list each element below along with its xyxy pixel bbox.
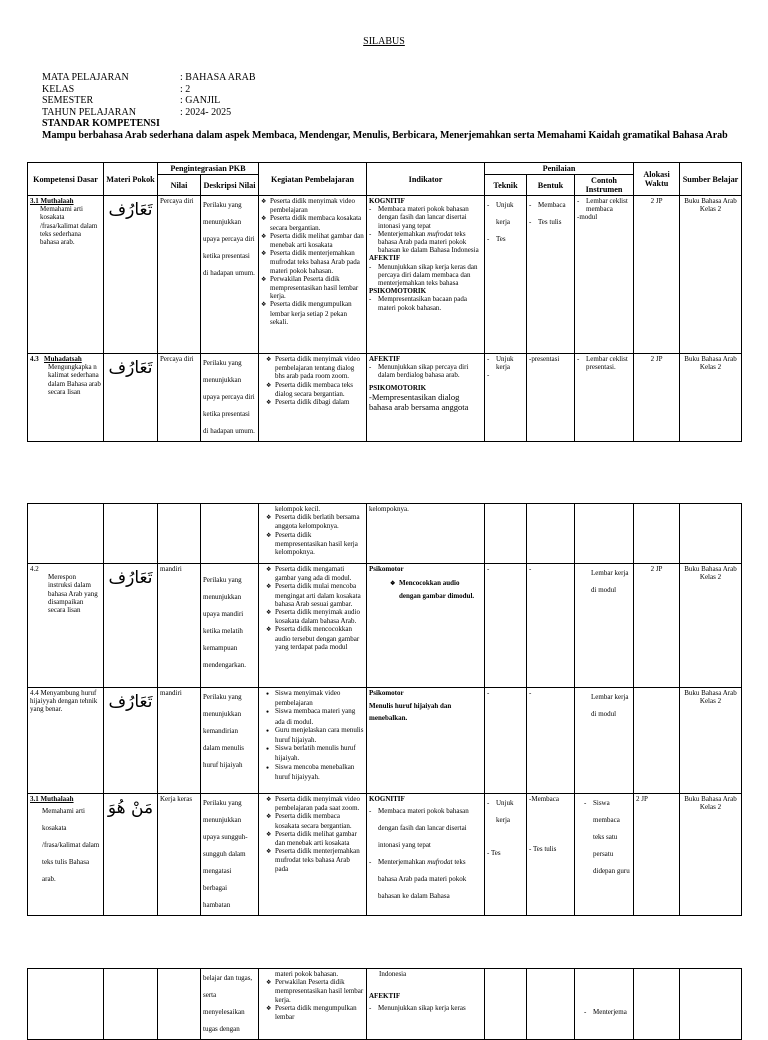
contoh-text: -modul (577, 213, 598, 222)
cell-kd (28, 354, 104, 442)
list-item: - Mempresentasikan bacaan pada materi pokok bahasan. (378, 295, 482, 311)
cell-indikator: kelompoknya. (367, 504, 485, 564)
list-item: ❖ Peserta didik dibagi dalam (275, 398, 364, 407)
cell-contoh (575, 794, 634, 916)
text-span: mufrodat (427, 229, 453, 238)
table-row (28, 794, 742, 916)
list-item: - Unjuk kerja (496, 795, 524, 829)
list-item: ● Siswa berlatih menulis huruf hijaiyah. (275, 744, 364, 762)
text-span: mufrodat (427, 858, 453, 867)
header-materi: Materi Pokok (104, 163, 158, 196)
indikator-text: Menulis huruf hijaiyah dan menebalkan. (369, 702, 452, 723)
cell-contoh (575, 196, 634, 354)
cell-alokasi: 2 JP (634, 354, 680, 442)
meta-value: : 2024- 2025 (180, 106, 232, 118)
list-item: ● Guru menjelaskan cara menulis huruf hijaiyah. (275, 726, 364, 744)
cell-deskripsi (201, 504, 259, 564)
cell-deskripsi: Perilaku yang menunjukkan upaya mandiri ketika melatih kemampuan mendengarkan. (201, 564, 259, 688)
list-item: - Tes tulis (538, 214, 572, 231)
header-alokasi: Alokasi Waktu (634, 163, 680, 196)
indikator-heading: PSIKOMOTORIK (369, 383, 427, 392)
kd-number: 4.4 (30, 689, 39, 697)
table-row (28, 564, 742, 688)
cell-deskripsi: Perilaku yang menunjukkan upaya sungguh-sungguh dalam mengatasi berbagai hambatan (201, 794, 259, 916)
cell-materi: تَعَارُف (104, 688, 158, 794)
meta-row-semester (42, 95, 742, 107)
list-item: ❖ Peserta didik membaca kosakata secara bergantian. (270, 214, 364, 231)
kd-number: 3.1 Muthalaah (30, 795, 74, 803)
cell-indikator (367, 196, 485, 354)
cell-alokasi: 2 JP (634, 564, 680, 688)
indikator-heading: AFEKTIF (369, 355, 401, 363)
cell-teknik: - (485, 688, 527, 794)
table-row (28, 196, 742, 354)
list-item: - Menterjema (593, 1008, 631, 1016)
list-item: ❖ Peserta didik membaca kosakata secara bergantian. (275, 812, 364, 829)
cell-kd (28, 794, 104, 916)
cell-alokasi (634, 504, 680, 564)
indikator-cont: Indonesia (379, 970, 407, 978)
list-item: - Membaca materi pokok bahasan dengan fasih dan lancar disertai intonasi yang tepat (378, 205, 482, 230)
cell-kd (28, 196, 104, 354)
header-indikator: Indikator (367, 163, 485, 196)
cell-nilai: Percaya diri (158, 196, 201, 354)
indikator-heading: AFEKTIF (369, 254, 401, 263)
meta-value: : 2 (180, 83, 191, 95)
kd-number: 4.2 (30, 565, 39, 573)
silabus-table-page-3 (27, 968, 742, 1040)
cell-materi (104, 969, 158, 1040)
list-item: - Unjuk kerja (496, 355, 524, 371)
list-item: ❖ Peserta didik melihat gambar dan menebak arti kosakata (270, 232, 364, 249)
cell-bentuk: - (527, 564, 575, 688)
cell-teknik (485, 196, 527, 354)
cell-materi: تَعَارُف (104, 564, 158, 688)
list-item: ❖ Peserta didik menyimak video pembelajaran (270, 197, 364, 214)
cell-bentuk (527, 969, 575, 1040)
table-row (28, 504, 742, 564)
cell-materi: مَنْ هُوَ (104, 794, 158, 916)
table-row (28, 969, 742, 1040)
document-meta (42, 72, 742, 142)
list-item: ❖ Peserta didik mencocokkan audio tersebut dengan gambar yang terdapat pada modul (275, 625, 364, 651)
list-item: ❖ Peserta didik menterjemahkan mufrodat teks bahasa Arab pada (275, 847, 364, 873)
meta-row-kelas (42, 84, 742, 96)
cell-contoh (575, 969, 634, 1040)
list-item: - Lembar ceklist membaca (586, 197, 631, 213)
text-span: teks bahasa Arab pada materi pokok bahasan ke dalam Bahasa (378, 858, 467, 901)
teknik-text: - (487, 371, 490, 380)
list-item: ❖ Peserta didik mengumpulkan lembar (275, 1004, 364, 1021)
cell-indikator (367, 794, 485, 916)
meta-row-mapel (42, 72, 742, 84)
list-item: ❖ Peserta didik menterjemahkan mufrodat teks bahasa Arab pada materi pokok bahasan. (270, 249, 364, 275)
header-teknik: Teknik (485, 175, 527, 196)
cell-sumber: Buku Bahasa Arab Kelas 2 (680, 688, 742, 794)
kegiatan-cont: kelompok kecil. (275, 505, 321, 513)
header-contoh: Contoh Instrumen (575, 175, 634, 196)
kd-number: 3.1 Muthalaah (30, 197, 74, 205)
cell-sumber: Buku Bahasa Arab Kelas 2 (680, 564, 742, 688)
list-item (378, 854, 482, 905)
list-item: - Menunjukkan sikap kerja keras (378, 1004, 482, 1012)
table-row (28, 688, 742, 794)
kd-number: 4.3 (30, 355, 39, 363)
cell-nilai (158, 504, 201, 564)
list-item: - Lembar ceklist presentasi. (586, 355, 631, 371)
header-deskripsi: Deskripsi Nilai (201, 175, 259, 196)
list-item: - Membaca (538, 197, 572, 214)
cell-kd (28, 688, 104, 794)
text-span: Tes tulis (532, 845, 557, 854)
cell-kd (28, 504, 104, 564)
list-item: ❖ Peserta didik mulai mencoba mengingat arti dalam kosakata bahasa Arab sesuai gambar. (275, 582, 364, 608)
kd-text: Memahami arti kosakata /frasa/kalimat dalam teks sederhana bahasa arab. (40, 205, 98, 247)
list-item: ❖ Perwakilan Peserta didik mempresentasikan hasil lembar kerja. (270, 275, 364, 301)
cell-materi: تَعَارُف (104, 196, 158, 354)
cell-kegiatan (259, 564, 367, 688)
cell-sumber (680, 969, 742, 1040)
silabus-table-page-2 (27, 503, 742, 916)
list-item: ❖ Peserta didik menyimak video pembelajaran pada saat zoom. (275, 795, 364, 812)
cell-indikator (367, 354, 485, 442)
cell-nilai: Percaya diri (158, 354, 201, 442)
cell-sumber: Buku Bahasa Arab Kelas 2 (680, 354, 742, 442)
meta-row-tahun (42, 107, 742, 119)
cell-kegiatan (259, 504, 367, 564)
list-item: - Menunjukkan sikap kerja keras dan percaya diri dalam membaca dan menterjemahkan teks bahasa (378, 263, 482, 288)
cell-kd (28, 969, 104, 1040)
cell-bentuk: -presentasi (527, 354, 575, 442)
cell-teknik (485, 504, 527, 564)
header-penilaian: Penilaian (485, 163, 634, 175)
cell-sumber: Buku Bahasa Arab Kelas 2 (680, 196, 742, 354)
indikator-heading: PSIKOMOTORIK (369, 287, 427, 296)
list-item: ● Siswa mencoba menebalkan huruf hijaiyyah. (275, 763, 364, 781)
teknik-text: - Tes (487, 849, 501, 857)
cell-kegiatan (259, 969, 367, 1040)
list-item: - Unjuk kerja (496, 197, 524, 231)
indikator-text: -Mempresentasikan dialog bahasa arab bersama anggota (369, 391, 469, 412)
meta-key: MATA PELAJARAN (42, 72, 129, 83)
cell-contoh: Lembar kerja di modul (575, 564, 634, 688)
list-item: ❖ Mencocokkan audio dengan gambar dimodul. (399, 577, 482, 602)
cell-contoh: Lembar kerja di modul (575, 688, 634, 794)
kd-text: Mengungkapka n kalimat sederhana dalam Bahasa arab secara lisan (48, 363, 101, 396)
cell-indikator (367, 688, 485, 794)
cell-bentuk (527, 196, 575, 354)
cell-bentuk (527, 794, 575, 916)
cell-deskripsi: Perilaku yang menunjukkan upaya percaya diri ketika presentasi di hadapan umum. (201, 196, 259, 354)
list-item: ● Siswa menyimak video pembelajaran (275, 689, 364, 707)
list-item: ❖ Peserta didik membaca teks dialog secara bergantian. (275, 381, 364, 398)
list-item: ❖ Peserta didik menyimak video pembelajaran tentang dialog bhs arab pada room zoom. (275, 355, 364, 381)
cell-alokasi (634, 969, 680, 1040)
cell-bentuk (527, 504, 575, 564)
indikator-heading: Psikomotor (369, 565, 404, 573)
header-bentuk: Bentuk (527, 175, 575, 196)
header-nilai: Nilai (158, 175, 201, 196)
list-item: ● Siswa membaca materi yang ada di modul. (275, 707, 364, 725)
cell-deskripsi: Perilaku yang menunjukkan kemandirian dalam menulis huruf hijaiyah (201, 688, 259, 794)
list-item (378, 230, 482, 255)
text-span: Menterjemahkan (378, 858, 428, 867)
meta-value: : BAHASA ARAB (180, 72, 256, 83)
text-span: Tes (490, 849, 501, 857)
bentuk-text: - Tes tulis (529, 845, 557, 854)
cell-teknik (485, 354, 527, 442)
indikator-heading: KOGNITIF (369, 795, 405, 803)
kd-text: Merespon instruksi dalam bahasa Arab yang disampaikan secara lisan (48, 573, 98, 615)
cell-alokasi: 2 JP (634, 794, 680, 916)
list-item: ❖ Peserta didik mempresentasikan hasil kerja kelompoknya. (275, 531, 364, 557)
cell-deskripsi: belajar dan tugas, serta menyelesaikan tugas dengan (201, 969, 259, 1040)
text-span: teks bahasa Arab pada materi pokok bahasan ke dalam Bahasa Indonesia (378, 229, 479, 255)
cell-kegiatan (259, 354, 367, 442)
cell-nilai: mandiri (158, 688, 201, 794)
cell-materi (104, 504, 158, 564)
cell-teknik (485, 969, 527, 1040)
kd-text: Menyambung huruf hijaiyyah dengan tehnik yang benar. (30, 689, 98, 714)
header-pkb: Pengintegrasian PKB (158, 163, 259, 175)
list-item: - Membaca materi pokok bahasan dengan fasih dan lancar disertai intonasi yang tepat (378, 803, 482, 854)
kd-text: Memahami arti kosakata /frasa/kalimat dalam teks tulis Bahasa arab. (42, 807, 100, 884)
kd-head: Muhadatsah (44, 355, 82, 363)
cell-nilai (158, 969, 201, 1040)
meta-key: TAHUN PELAJARAN (42, 106, 136, 118)
list-item: ❖ Peserta didik mengamati gambar yang ada di modul. (275, 565, 364, 582)
list-item: ❖ Peserta didik menyimak audio kosakata dalam bahasa Arab. (275, 608, 364, 625)
document-title: SILABUS (363, 36, 405, 47)
indikator-heading: KOGNITIF (369, 197, 405, 205)
list-item: ❖ Peserta didik berlatih bersama anggota kelompoknya. (275, 513, 364, 530)
standar-label: STANDAR KOMPETENSI (42, 118, 160, 130)
cell-indikator (367, 564, 485, 688)
cell-kd (28, 564, 104, 688)
indikator-heading: Psikomotor (369, 689, 404, 697)
cell-bentuk: - (527, 688, 575, 794)
cell-contoh (575, 354, 634, 442)
header-kegiatan: Kegiatan Pembelajaran (259, 163, 367, 196)
table-row (28, 354, 742, 442)
meta-value: : GANJIL (180, 95, 221, 107)
cell-kegiatan (259, 794, 367, 916)
cell-indikator (367, 969, 485, 1040)
header-kd: Kompetensi Dasar (28, 163, 104, 196)
cell-alokasi: 2 JP (634, 196, 680, 354)
bentuk-text: -Membaca (529, 795, 559, 803)
cell-contoh (575, 504, 634, 564)
header-sumber: Sumber Belajar (680, 163, 742, 196)
list-item: - Siswa membaca teks satu persatu didepan guru (593, 795, 631, 880)
standar-text: Mampu berbahasa Arab sederhana dalam aspek Membaca, Mendengar, Menulis, Berbicara, Menerjemahkan serta Memahami Kaidah gramatikal Bahasa Arab (42, 129, 728, 141)
indikator-heading: AFEKTIF (369, 992, 401, 1001)
list-item: ❖ Perwakilan Peserta didik mempresentasikan hasil lembar kerja. (275, 978, 364, 1004)
cell-teknik (485, 794, 527, 916)
cell-kegiatan (259, 688, 367, 794)
cell-nilai: Kerja keras (158, 794, 201, 916)
cell-materi: تَعَارُف (104, 354, 158, 442)
meta-key: KELAS (42, 83, 75, 95)
cell-sumber (680, 504, 742, 564)
cell-nilai: mandiri (158, 564, 201, 688)
list-item: ❖ Peserta didik melihat gambar dan menebak arti kosakata (275, 830, 364, 847)
text-span: Menterjemahkan (378, 229, 428, 238)
text-span: Membaca (531, 795, 559, 803)
list-item: - Menunjukkan sikap percaya diri dalam berdialog bahasa arab. (378, 363, 482, 379)
cell-kegiatan (259, 196, 367, 354)
silabus-table-page-1 (27, 162, 742, 442)
list-item: ❖ Peserta didik mengumpulkan lembar kerja setiap 2 pekan sekali. (270, 300, 364, 326)
meta-key: SEMESTER (42, 95, 94, 107)
cell-sumber: Buku Bahasa Arab Kelas 2 (680, 794, 742, 916)
cell-alokasi (634, 688, 680, 794)
list-item: - Tes (496, 231, 524, 248)
cell-deskripsi: Perilaku yang menunjukkan upaya percaya diri ketika presentasi di hadapan umum. (201, 354, 259, 442)
kegiatan-cont: materi pokok bahasan. (275, 970, 339, 978)
cell-teknik: - (485, 564, 527, 688)
